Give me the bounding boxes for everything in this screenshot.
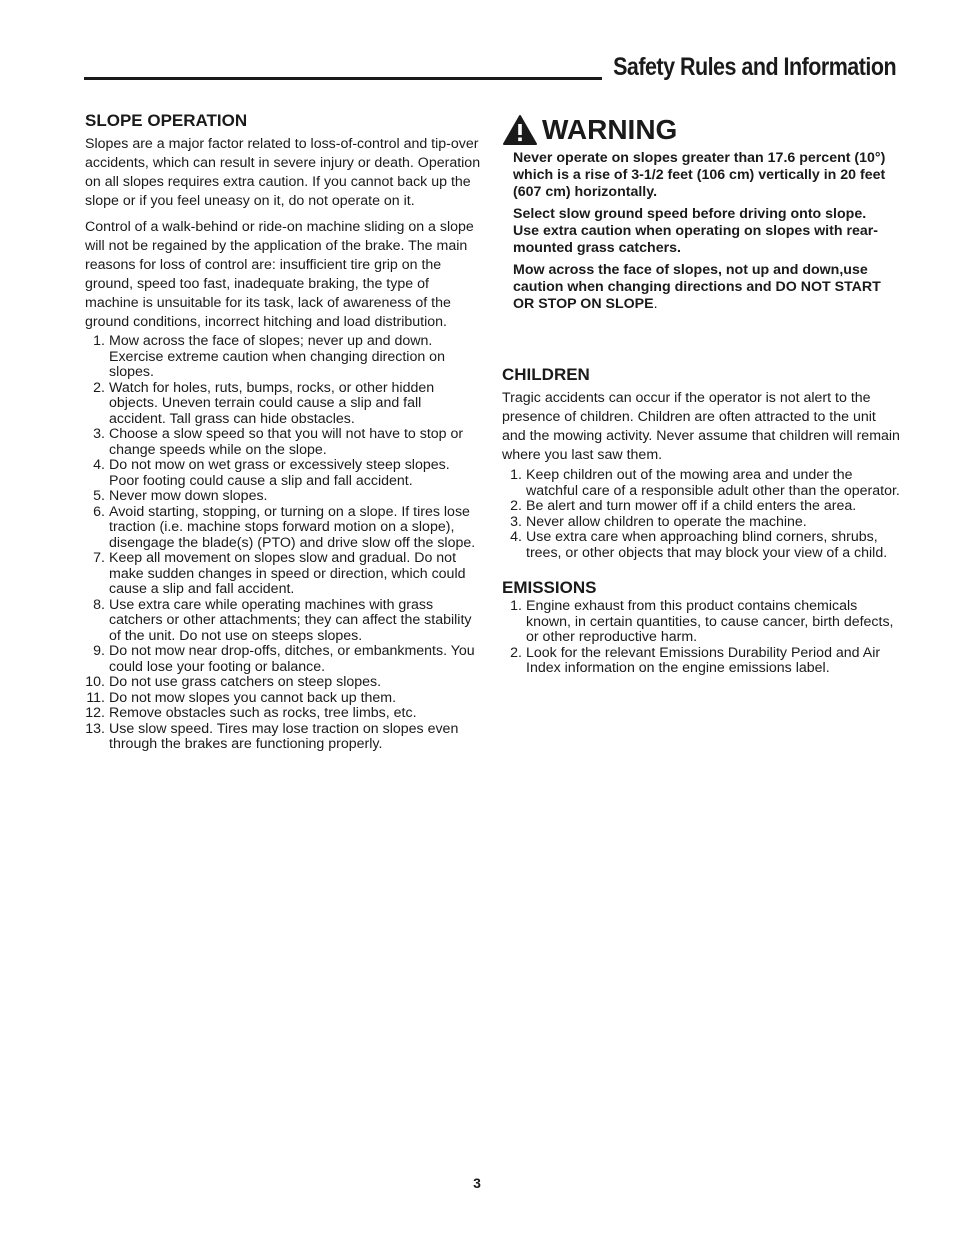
warning-triangle-icon <box>502 114 538 146</box>
children-heading: CHILDREN <box>502 365 590 384</box>
right-column <box>502 110 902 677</box>
warning-slope-limit: Never operate on slopes greater than 17.6 percent (10°) which is a rise of 3-1/2 feet (106 cm) vertically in 20 feet (607 cm) horizontally. <box>513 150 886 200</box>
page-title: Safety Rules and Information <box>612 53 896 81</box>
warning-slow-speed: Select slow ground speed before driving onto slope. Use extra caution when operating on slopes with rear-mounted grass catchers. <box>513 206 879 256</box>
slope-intro-paragraph: Slopes are a major factor related to loss-of-control and tip-over accidents, which can result in severe injury or death. Operation on all slopes requires extra caution. If you cannot back up the slope or if you feel uneasy on it, do not operate on it. <box>85 136 481 209</box>
slope-operation-section <box>85 110 481 753</box>
list-item: 5. Never mow down slopes. <box>93 488 268 504</box>
list-item: 4. Use extra care when approaching blind corners, shrubs, trees, or other objects that may block your view of a child. <box>510 529 888 561</box>
warning-title: WARNING <box>542 114 678 145</box>
page-header <box>84 52 896 82</box>
list-item: 2. Look for the relevant Emissions Durability Period and Air Index information on the engine emissions label. <box>510 644 881 676</box>
list-item: 4. Do not mow on wet grass or excessively steep slopes. Poor footing could cause a slip and fall accident. <box>93 457 450 489</box>
warning-header <box>502 110 902 150</box>
list-item: 7. Keep all movement on slopes slow and gradual. Do not make sudden changes in speed or direction, which could cause a slip and fall accident. <box>93 550 466 597</box>
slope-rules-list <box>85 334 481 753</box>
list-item: 6. Avoid starting, stopping, or turning on a slope. If tires lose traction (i.e. machine stops forward motion on a slope), disengage the blade(s) (PTO) and drive slow off the slope. <box>93 503 476 551</box>
children-section <box>502 364 902 561</box>
list-item: 8. Use extra care while operating machines with grass catchers or other attachments; they can affect the stability of the unit. Do not use on steeps slopes. <box>93 596 472 644</box>
list-item: 1. Mow across the face of slopes; never up and down. Exercise extreme caution when changing direction on slopes. <box>93 333 445 380</box>
list-item: 2. Be alert and turn mower off if a child enters the area. <box>510 498 857 514</box>
warning-mow-across: Mow across the face of slopes, not up and down,use caution when changing directions and DO NOT START OR STOP ON SLOPE. <box>513 262 881 312</box>
list-item: 3. Choose a slow speed so that you will not have to stop or change speeds while on the slope. <box>93 426 464 458</box>
list-item: 2. Watch for holes, ruts, bumps, rocks, or other hidden objects. Uneven terrain could cause a slip and fall accident. Tall grass can hide obstacles. <box>93 379 435 427</box>
list-item: 3. Never allow children to operate the machine. <box>510 513 807 530</box>
list-item: 11. Do not mow slopes you cannot back up them. <box>86 689 397 706</box>
list-item: 1. Keep children out of the mowing area and under the watchful care of a responsible adult other than the operator. <box>510 467 900 499</box>
list-item: 1. Engine exhaust from this product contains chemicals known, in certain quantities, to cause cancer, birth defects, or other reproductive harm. <box>510 598 894 645</box>
slope-control-paragraph: Control of a walk-behind or ride-on machine sliding on a slope will not be regained by the application of the brake. The main reasons for loss of control are: insufficient tire grip on the ground, speed too fast, inadequate braking, the type of machine is unsuitable for its task, lack of awareness of the ground conditions, incorrect hitching and load distribution. <box>85 219 474 330</box>
children-paragraph: Tragic accidents can occur if the operator is not alert to the presence of children. Children are often attracted to the unit and the mowing activity. Never assume that children will remain where you last saw them. <box>502 390 900 463</box>
header-rule <box>84 77 602 80</box>
emissions-heading: EMISSIONS <box>502 578 597 597</box>
list-item: 10. Do not use grass catchers on steep slopes. <box>85 674 382 690</box>
list-item: 9. Do not mow near drop-offs, ditches, or embankments. You could lose your footing or balance. <box>93 643 475 675</box>
children-rules-list <box>502 468 902 561</box>
warning-box <box>502 110 902 313</box>
list-item: 13. Use slow speed. Tires may lose traction on slopes even through the brakes are functioning properly. <box>85 720 459 752</box>
page-number: 3 <box>473 1175 481 1191</box>
emissions-section <box>502 577 902 677</box>
list-item: 12. Remove obstacles such as rocks, tree limbs, etc. <box>85 705 417 721</box>
slope-operation-heading: SLOPE OPERATION <box>85 111 248 130</box>
emissions-list <box>502 599 902 677</box>
